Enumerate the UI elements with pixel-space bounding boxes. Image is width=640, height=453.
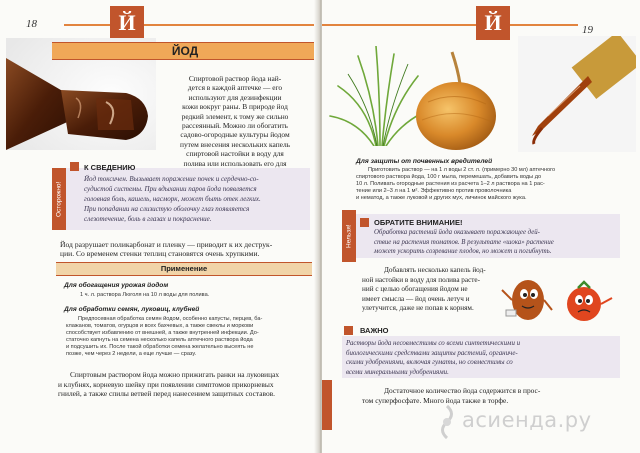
page-number-right: 19 [582,24,593,36]
warning-side-label: Осторожно! [52,168,66,230]
text-line: кожи вокруг раны. В природе йод [182,102,288,112]
text-line: может ускорить созревание плодов, но может и погибнуть. [374,248,552,255]
text-line: гнилей, а также спилы ветвей перед нанесением защитных составов. [58,389,275,399]
bullet-square [70,162,79,171]
subheading-seeds: Для обработки семян, луковиц, клубней [64,306,200,313]
text-line: садово-огородные культуры йодом [180,130,290,140]
text-line: спиртовой настойки в воду для [186,149,284,159]
text-line: Йод токсичен. Вызывает поражение почек и сердечно-со- [84,175,259,183]
text-line: Йод разрушает поликарбонат и пленку — приводит к их деструк- [60,240,273,249]
text-line: том суперфосфате. Много йода также в торфе. [362,395,509,405]
text-line: рассеянный. Можно ли обогатить [182,121,288,131]
text-line: Обработка растений йода оказывает поражающее дей- [374,229,540,236]
seeds-text [66,316,314,359]
watermark-logo-icon [434,404,460,440]
text-line: редкий элемент, к тому же сильно [181,111,289,121]
intro-text [160,74,310,177]
text-line: Предпосевная обработка семян йодом, особенно капусты, перцев, ба- [78,316,263,322]
bullet-square [360,218,369,227]
paragraph-polycarbonate [60,240,312,259]
dropper-image [518,36,636,152]
attention-heading: ОБРАТИТЕ ВНИМАНИЕ! [374,218,463,227]
text-line: Приготовить раствор — на 1 л воды 2 ст. л. (примерно 30 мл) аптечного [368,167,556,173]
text-line: При попадании на слизистую оболочку глаз появляется [84,205,250,213]
text-line: способствует избавлению от внешней, а также внутренней инфекции. До- [66,330,259,337]
top-rule-right [322,24,578,26]
text-line: тение или 2–3 л на 1 м². Эффективно против проволочника [356,188,512,195]
attention-side-label: Нельзя! [342,210,356,262]
cartoon-characters-image [498,270,618,330]
corner-accent-block [322,380,332,430]
attention-text [374,228,618,257]
text-line: слезотечение, боль в глазах и покраснение. [84,215,212,223]
text-line: путем внесения нескольких капель [179,139,291,149]
text-line: и нематод, а также луковой и других мух, личинок майского жука. [356,195,527,202]
info-box-heading: К СВЕДЕНИЮ [84,163,136,172]
text-line: спиртового раствора йода, 100 г мыла, перемешать, добавить воды до [356,174,542,181]
page-number-left: 18 [26,18,37,30]
application-heading: Применение [56,262,312,276]
right-page [322,0,640,453]
section-letter-right: Й [476,6,510,40]
text-line: статочно капнуть на семена несколько капель аптечного раствора йода [66,337,253,344]
section-letter-left: Й [110,6,144,40]
bullet-square [344,326,353,335]
text-line: Растворы йода несовместимы со всеми синтетическими и [346,340,521,347]
text-line: Спиртовой раствор йода най- [188,74,282,83]
text-line: дется в каждой аптечке — его [187,83,283,93]
text-line: Спиртовым раствором йода можно прижигать ранки на луковицах [70,370,280,379]
text-line: Достаточное количество йода содержится в прос- [384,386,541,395]
text-line: судистой системы. При вдыхании паров йода появляется [84,185,257,193]
text-line: скими удобрениями, включая гуматы, но совместимы со [346,359,513,367]
enrichment-text: 1 ч. л. раствора Люголя на 10 л воды для полива. [80,292,210,298]
text-line: ной настойки в воду для полива расте- [362,275,481,284]
important-text [346,339,618,377]
text-line: ний с целью обогащения йодом не [362,285,468,294]
article-title: ЙОД [52,42,318,60]
pests-text [356,167,618,202]
text-line: имеет смысла — йод очень летуч и [362,294,470,303]
text-line: 10 л. Поливать огородные растения из расчета 1–2 л раствора на 1 рас- [356,181,545,188]
top-rule-left [64,24,318,26]
final-paragraph [362,386,622,405]
text-line: ции. Со временем стенки теплиц становятся очень хрупкими. [60,249,260,259]
important-heading: ВАЖНО [360,326,389,335]
text-line: полива или использовать его для [183,158,287,168]
left-page [0,0,318,453]
text-line: улетучится, даже не попав к корням. [362,304,474,313]
text-line: всеми минеральными удобрениями. [346,368,449,376]
paragraph-cauterize [58,370,314,399]
text-line: ствие на растения томатов. В результате «шока» растение [374,238,554,246]
info-box-text [84,174,310,224]
text-line: биологическими средствами защиты растений, органиче- [346,349,518,357]
watermark-text: асиенда.ру [462,408,592,432]
text-line: и клубнях, корневую шейку при появлении симптомов прикорневых [58,379,274,389]
text-line: используют для дезинфекции [188,92,282,102]
text-line: позже, чем через 2 недели, а еще лучше — сразу. [66,351,197,358]
text-line: Добавлять несколько капель йод- [384,266,486,274]
pests-heading: Для защиты от почвенных вредителей [356,158,493,165]
subheading-enrichment: Для обогащения урожая йодом [64,282,169,289]
onion-image [408,50,504,154]
text-line: и подсушить их. После такой обработки семена желательно высеять не [66,344,254,351]
text-line: клажанов, томатов, огурцов и всех бахчевых, а также свеклы и моркови [66,323,254,330]
text-line: головная боль, кашель, насморк, может быть отек легких. [84,195,261,203]
